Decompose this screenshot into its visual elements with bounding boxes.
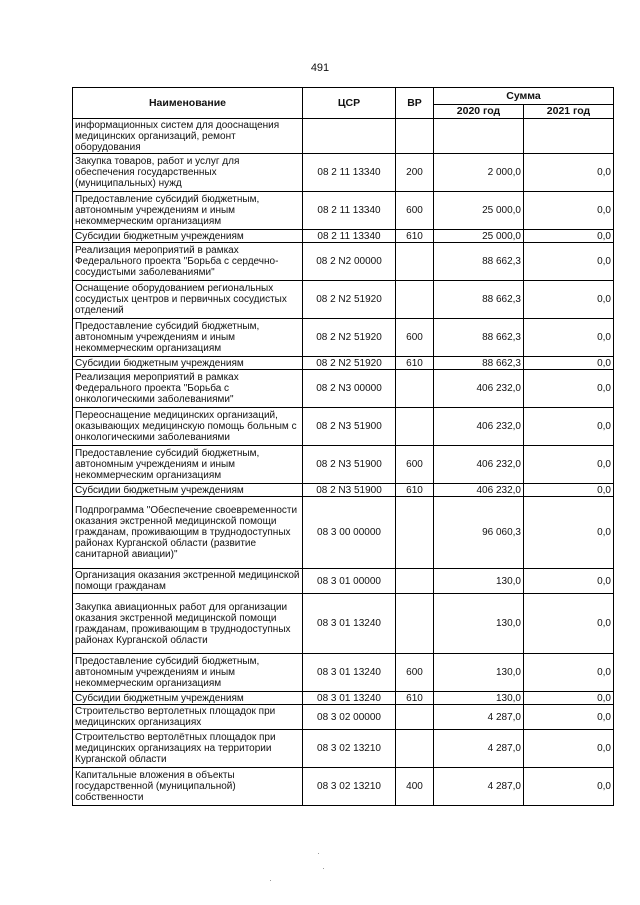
- row-sum-2020: 4 287,0: [434, 768, 524, 806]
- row-sum-2020: 130,0: [434, 594, 524, 654]
- row-sum-2020: 96 060,3: [434, 497, 524, 569]
- row-name: Предоставление субсидий бюджетным, автономным учреждениям и иным некоммерческим организациям: [73, 319, 303, 357]
- row-csr: 08 2 11 13340: [303, 230, 396, 243]
- table-row: [73, 192, 614, 230]
- row-sum-2020: 25 000,0: [434, 192, 524, 230]
- table-row: [73, 319, 614, 357]
- row-sum-2020: [434, 119, 524, 154]
- row-csr: [303, 119, 396, 154]
- row-csr: 08 2 N3 51900: [303, 408, 396, 446]
- row-sum-2020: 406 232,0: [434, 484, 524, 497]
- row-vr: [396, 705, 434, 730]
- row-vr: [396, 569, 434, 594]
- row-sum-2021: 0,0: [524, 319, 614, 357]
- row-name: Предоставление субсидий бюджетным, автономным учреждениям и иным некоммерческим организациям: [73, 654, 303, 692]
- row-sum-2021: 0,0: [524, 692, 614, 705]
- row-name: Субсидии бюджетным учреждениям: [73, 230, 303, 243]
- row-vr: [396, 497, 434, 569]
- row-sum-2021: 0,0: [524, 768, 614, 806]
- table-row: [73, 594, 614, 654]
- table-row: [73, 446, 614, 484]
- row-csr: 08 2 N2 51920: [303, 319, 396, 357]
- table-row: [73, 497, 614, 569]
- table-row: [73, 281, 614, 319]
- row-sum-2021: 0,0: [524, 594, 614, 654]
- table-row: [73, 705, 614, 730]
- table-row: [73, 370, 614, 408]
- row-csr: 08 3 00 00000: [303, 497, 396, 569]
- row-name: Строительство вертолетных площадок при медицинских организациях: [73, 705, 303, 730]
- row-name: Подпрограмма "Обеспечение своевременности оказания экстренной медицинской помощи гражданам, проживающим в труднодоступных районах Курганской области (развитие санитарной авиации)": [73, 497, 303, 569]
- row-name: информационных систем для дооснащения медицинских организаций, ремонт оборудования: [73, 119, 303, 154]
- header-year-2021: 2021 год: [524, 105, 614, 119]
- table-row: [73, 484, 614, 497]
- row-name: Капитальные вложения в объекты государственной (муниципальной) собственности: [73, 768, 303, 806]
- row-name: Субсидии бюджетным учреждениям: [73, 484, 303, 497]
- row-name: Переоснащение медицинских организаций, оказывающих медицинскую помощь больным с онкологическими заболеваниями: [73, 408, 303, 446]
- table-row: [73, 730, 614, 768]
- row-vr: [396, 243, 434, 281]
- budget-table: [72, 87, 614, 806]
- row-sum-2021: 0,0: [524, 484, 614, 497]
- row-vr: 600: [396, 446, 434, 484]
- row-name: Строительство вертолётных площадок при медицинских организациях на территории Курганской области: [73, 730, 303, 768]
- row-sum-2020: 88 662,3: [434, 357, 524, 370]
- header-year-2020: 2020 год: [434, 105, 524, 119]
- row-vr: 600: [396, 654, 434, 692]
- row-sum-2021: 0,0: [524, 497, 614, 569]
- table-row: [73, 154, 614, 192]
- row-csr: 08 2 N2 51920: [303, 281, 396, 319]
- row-csr: 08 2 11 13340: [303, 154, 396, 192]
- row-csr: 08 2 N2 00000: [303, 243, 396, 281]
- row-sum-2021: 0,0: [524, 446, 614, 484]
- row-csr: 08 3 01 13240: [303, 654, 396, 692]
- row-name: Субсидии бюджетным учреждениям: [73, 692, 303, 705]
- row-name: Реализация мероприятий в рамках Федерального проекта "Борьба с онкологическими заболеваниями": [73, 370, 303, 408]
- row-name: Оснащение оборудованием региональных сосудистых центров и первичных сосудистых отделений: [73, 281, 303, 319]
- row-csr: 08 2 N3 51900: [303, 484, 396, 497]
- table-row: [73, 654, 614, 692]
- row-sum-2020: 130,0: [434, 569, 524, 594]
- row-sum-2020: 4 287,0: [434, 705, 524, 730]
- row-vr: 600: [396, 192, 434, 230]
- table-row: [73, 119, 614, 154]
- row-vr: [396, 281, 434, 319]
- row-sum-2020: 130,0: [434, 692, 524, 705]
- header-sum: Сумма: [434, 88, 614, 105]
- row-sum-2020: 406 232,0: [434, 446, 524, 484]
- row-csr: 08 3 01 13240: [303, 692, 396, 705]
- page-number: 491: [310, 62, 330, 74]
- row-vr: 600: [396, 319, 434, 357]
- row-vr: [396, 730, 434, 768]
- row-csr: 08 2 N2 51920: [303, 357, 396, 370]
- row-vr: [396, 370, 434, 408]
- row-sum-2021: 0,0: [524, 243, 614, 281]
- row-sum-2021: 0,0: [524, 357, 614, 370]
- row-sum-2020: 2 000,0: [434, 154, 524, 192]
- row-sum-2021: 0,0: [524, 154, 614, 192]
- table-row: [73, 569, 614, 594]
- header-vr: ВР: [396, 88, 434, 119]
- row-csr: 08 3 02 00000: [303, 705, 396, 730]
- row-sum-2021: 0,0: [524, 408, 614, 446]
- row-csr: 08 2 N3 00000: [303, 370, 396, 408]
- row-csr: 08 3 02 13210: [303, 730, 396, 768]
- table-row: [73, 408, 614, 446]
- header-name: Наименование: [73, 88, 303, 119]
- row-vr: [396, 119, 434, 154]
- table-row: [73, 357, 614, 370]
- scan-speck: [318, 853, 319, 854]
- row-sum-2021: [524, 119, 614, 154]
- table-row: [73, 243, 614, 281]
- row-sum-2020: 4 287,0: [434, 730, 524, 768]
- row-sum-2021: 0,0: [524, 230, 614, 243]
- row-csr: 08 3 02 13210: [303, 768, 396, 806]
- row-vr: 610: [396, 230, 434, 243]
- row-sum-2021: 0,0: [524, 654, 614, 692]
- row-sum-2021: 0,0: [524, 281, 614, 319]
- row-name: Предоставление субсидий бюджетным, автономным учреждениям и иным некоммерческим организациям: [73, 446, 303, 484]
- row-csr: 08 2 N3 51900: [303, 446, 396, 484]
- row-sum-2021: 0,0: [524, 370, 614, 408]
- row-vr: 610: [396, 484, 434, 497]
- row-vr: 200: [396, 154, 434, 192]
- table-row: [73, 692, 614, 705]
- row-sum-2020: 130,0: [434, 654, 524, 692]
- table-body: [73, 119, 614, 806]
- row-sum-2020: 88 662,3: [434, 281, 524, 319]
- header-csr: ЦСР: [303, 88, 396, 119]
- row-vr: 400: [396, 768, 434, 806]
- row-vr: 610: [396, 692, 434, 705]
- row-sum-2021: 0,0: [524, 192, 614, 230]
- row-vr: 610: [396, 357, 434, 370]
- row-name: Реализация мероприятий в рамках Федерального проекта "Борьба с сердечно-сосудистыми заболеваниями": [73, 243, 303, 281]
- row-sum-2021: 0,0: [524, 569, 614, 594]
- row-sum-2021: 0,0: [524, 730, 614, 768]
- row-sum-2020: 25 000,0: [434, 230, 524, 243]
- row-vr: [396, 594, 434, 654]
- row-csr: 08 3 01 13240: [303, 594, 396, 654]
- row-name: Закупка авиационных работ для организации оказания экстренной медицинской помощи гражданам, проживающим в труднодоступных районах Курганской области: [73, 594, 303, 654]
- row-vr: [396, 408, 434, 446]
- row-name: Субсидии бюджетным учреждениям: [73, 357, 303, 370]
- row-csr: 08 2 11 13340: [303, 192, 396, 230]
- row-name: Предоставление субсидий бюджетным, автономным учреждениям и иным некоммерческим организациям: [73, 192, 303, 230]
- row-csr: 08 3 01 00000: [303, 569, 396, 594]
- scan-speck: [270, 880, 271, 881]
- row-sum-2020: 88 662,3: [434, 319, 524, 357]
- row-name: Организация оказания экстренной медицинской помощи гражданам: [73, 569, 303, 594]
- row-sum-2020: 406 232,0: [434, 408, 524, 446]
- table-row: [73, 768, 614, 806]
- row-sum-2020: 88 662,3: [434, 243, 524, 281]
- row-sum-2020: 406 232,0: [434, 370, 524, 408]
- table-row: [73, 230, 614, 243]
- row-name: Закупка товаров, работ и услуг для обеспечения государственных (муниципальных) нужд: [73, 154, 303, 192]
- scan-speck: [323, 868, 324, 869]
- row-sum-2021: 0,0: [524, 705, 614, 730]
